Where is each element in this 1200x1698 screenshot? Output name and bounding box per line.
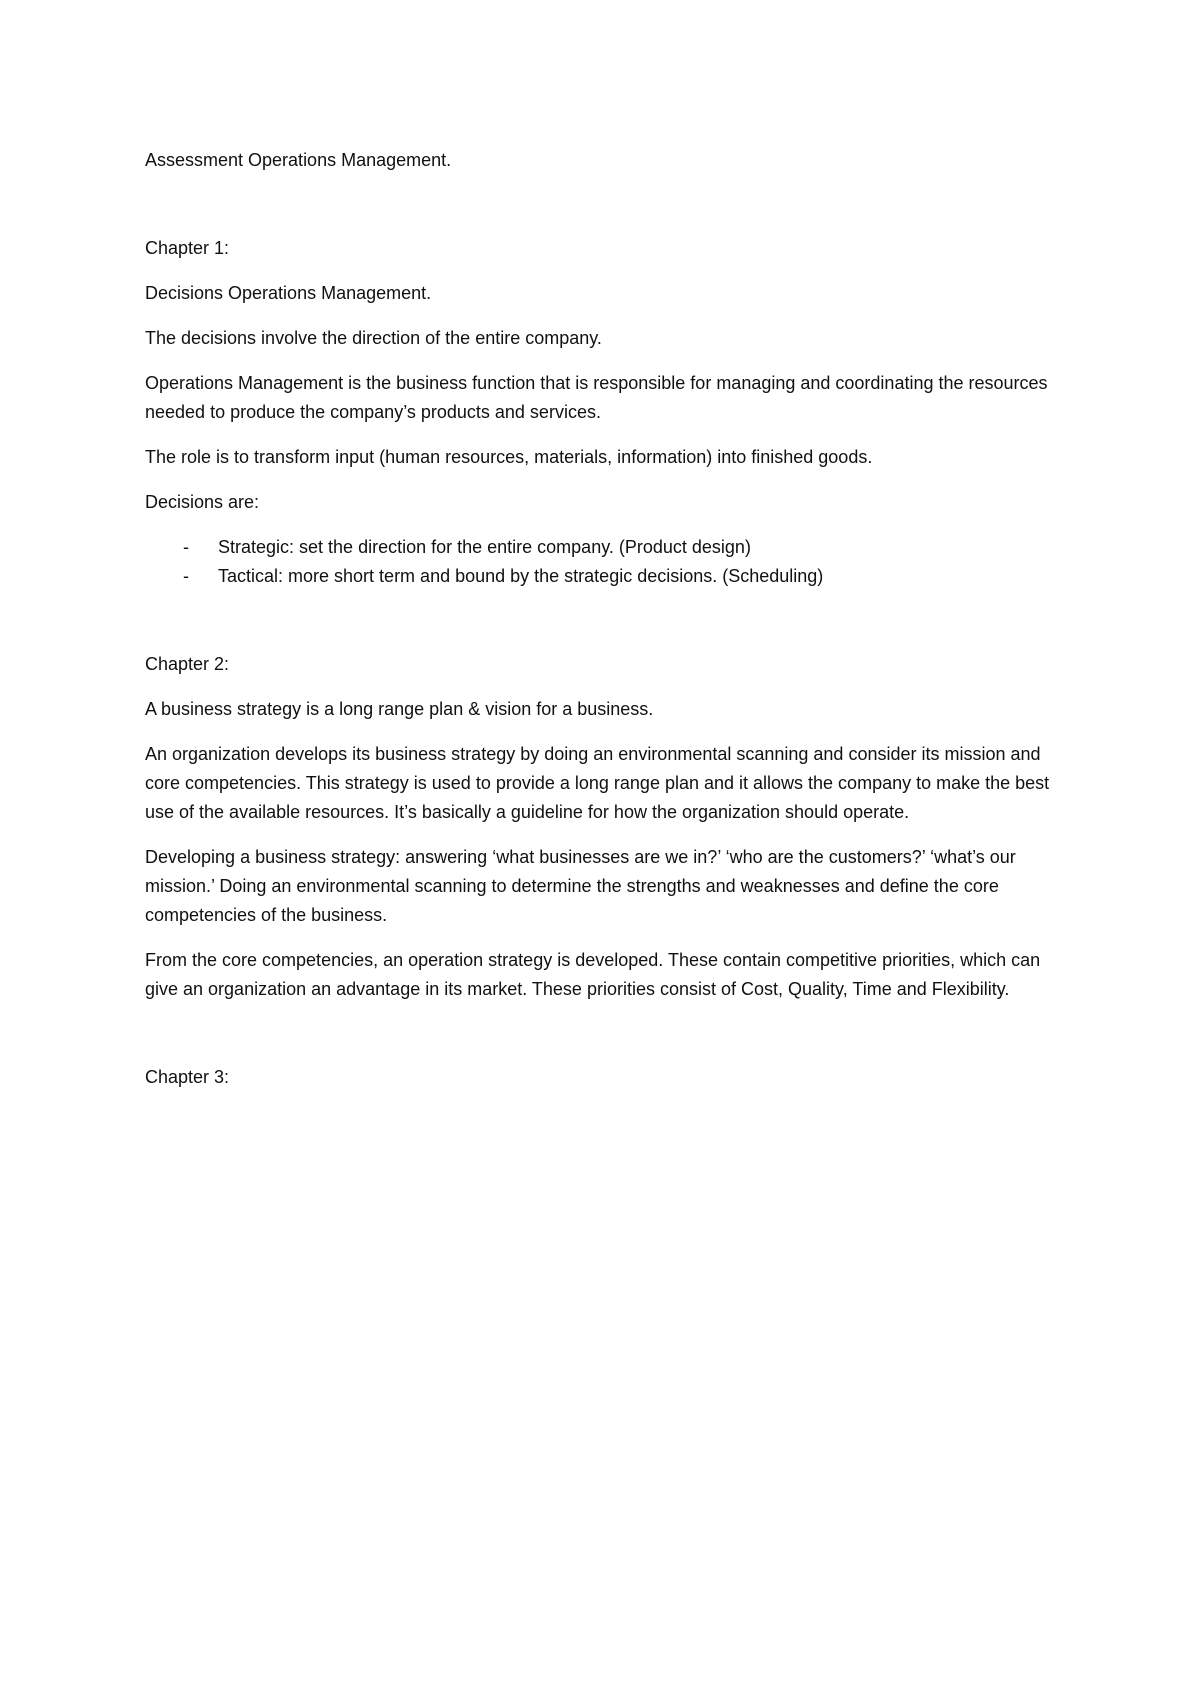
chapter-3-heading: Chapter 3: — [145, 1067, 230, 1087]
chapter-1-paragraph: Decisions Operations Management. — [145, 283, 432, 303]
decision-list — [145, 533, 1075, 591]
chapter-2-heading: Chapter 2: — [145, 654, 230, 674]
bullet-marker: - — [183, 566, 189, 586]
chapter-1-paragraph: The role is to transform input (human resources, materials, information) into finished goods. — [145, 447, 873, 467]
list-item — [145, 533, 1075, 562]
list-item-text: Tactical: more short term and bound by the strategic decisions. (Scheduling) — [218, 566, 824, 586]
chapter-1-paragraph: Decisions are: — [145, 492, 260, 512]
chapter-2-paragraph: Developing a business strategy: answering ‘what businesses are we in?’ ‘who are the customers?’ ‘what’s our mission.’ Doing an environmental scanning to determine the strengths and weaknesses and define the core competencies of the business. — [145, 847, 1016, 925]
list-item — [145, 562, 1075, 591]
chapter-2-paragraph: A business strategy is a long range plan & vision for a business. — [145, 699, 654, 719]
document-title: Assessment Operations Management. — [145, 150, 452, 170]
chapter-2-paragraph: From the core competencies, an operation strategy is developed. These contain competitive priorities, which can give an organization an advantage in its market. These priorities consist of Cost, Quality, Time and Flexibility. — [145, 950, 1041, 999]
chapter-1-section — [145, 234, 1075, 591]
chapter-1-heading: Chapter 1: — [145, 238, 230, 258]
document-body — [145, 146, 1075, 1092]
chapter-1-paragraph: Operations Management is the business function that is responsible for managing and coordinating the resources needed to produce the company’s products and services. — [145, 373, 1048, 422]
chapter-3-section — [145, 1063, 1075, 1092]
list-item-text: Strategic: set the direction for the entire company. (Product design) — [218, 537, 751, 557]
chapter-2-section — [145, 650, 1075, 1004]
chapter-2-paragraph: An organization develops its business strategy by doing an environmental scanning and consider its mission and core competencies. This strategy is used to provide a long range plan and it allows the company to make the best use of the available resources. It’s basically a guideline for how the organization should operate. — [145, 744, 1050, 822]
bullet-marker: - — [183, 537, 189, 557]
chapter-1-paragraph: The decisions involve the direction of the entire company. — [145, 328, 602, 348]
